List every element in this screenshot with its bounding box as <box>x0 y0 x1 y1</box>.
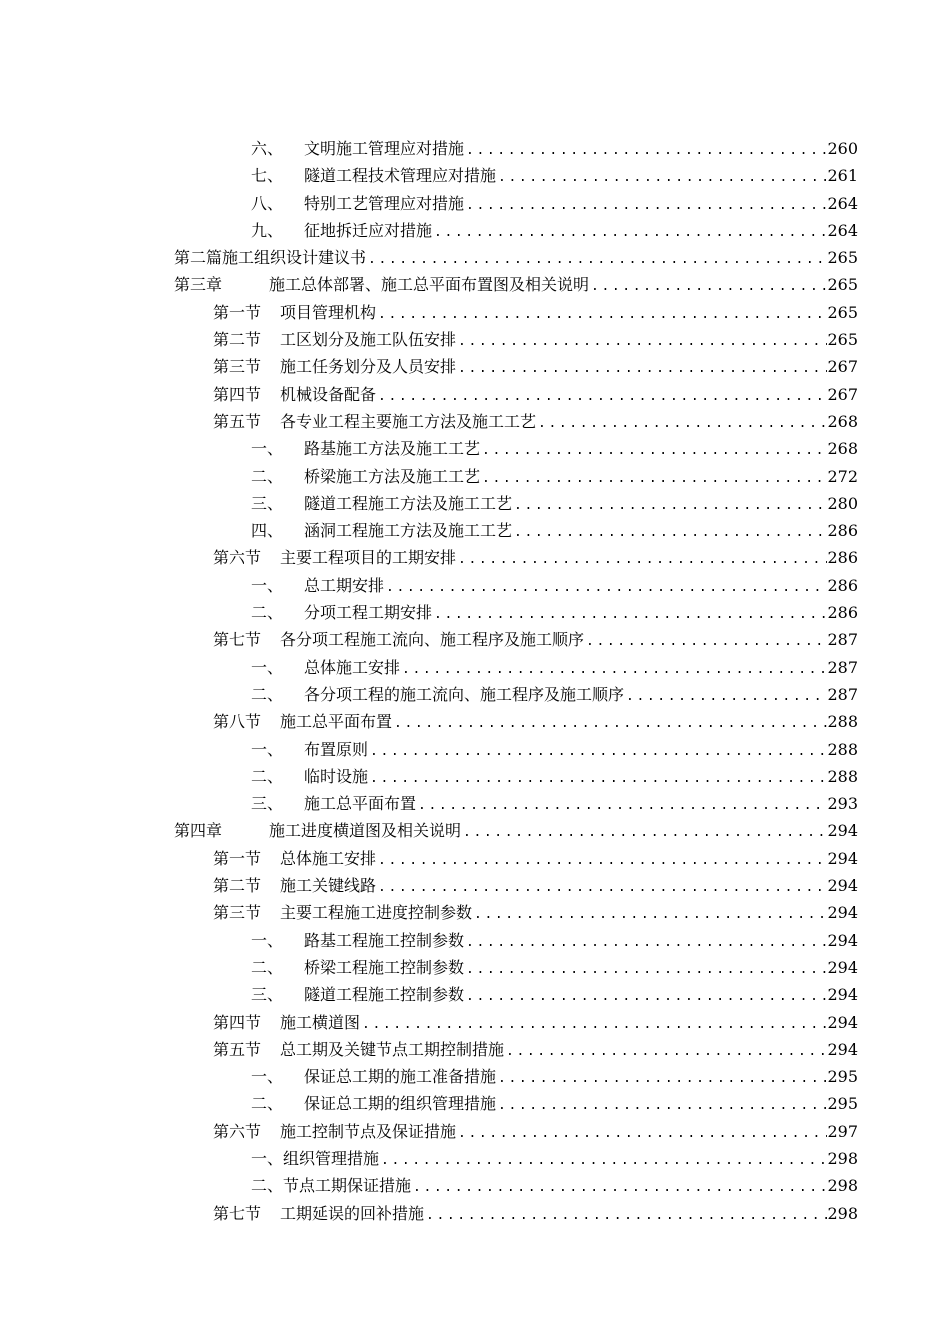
toc-entry-number: 第二节 <box>213 330 262 350</box>
toc-entry-line <box>213 1009 858 1038</box>
toc-dot-leader <box>392 710 827 737</box>
toc-entry-number: 第三章 <box>174 275 223 295</box>
toc-entry-number: 二、 <box>251 466 284 486</box>
toc-entry-title: 保证总工期的施工准备措施 <box>304 1067 497 1087</box>
toc-entry[interactable] <box>0 681 950 708</box>
toc-entry-number: 一、 <box>251 1067 284 1087</box>
toc-page-number: 280 <box>827 493 858 513</box>
toc-dot-leader <box>480 465 827 492</box>
toc-entry-line <box>251 1172 858 1201</box>
toc-entry-title: 各专业工程主要施工方法及施工工艺 <box>280 411 537 431</box>
toc-entry-number: 一、 <box>251 575 284 595</box>
toc-dot-leader <box>536 410 827 437</box>
toc-page-number: 265 <box>827 248 858 268</box>
toc-entry-number: 第一节 <box>213 848 262 868</box>
toc-entry-number: 第七节 <box>213 1203 262 1223</box>
table-of-contents <box>0 135 950 1227</box>
toc-entry-line <box>251 572 858 601</box>
toc-entry-line <box>251 681 858 710</box>
toc-entry-title: 文明施工管理应对措施 <box>304 139 465 158</box>
toc-dot-leader <box>589 273 827 300</box>
toc-entry[interactable] <box>0 244 950 271</box>
toc-entry-title: 主要工程施工进度控制参数 <box>280 903 473 923</box>
toc-dot-leader <box>624 683 827 710</box>
toc-entry-title: 桥梁施工方法及施工工艺 <box>304 466 481 486</box>
toc-page-number: 287 <box>827 684 858 704</box>
toc-entry[interactable] <box>0 981 950 1008</box>
toc-page-number: 295 <box>827 1067 858 1087</box>
toc-page-number: 294 <box>827 1039 858 1059</box>
toc-entry[interactable] <box>0 326 950 353</box>
toc-entry[interactable] <box>0 135 950 162</box>
toc-dot-leader <box>512 519 827 546</box>
toc-page-number: 265 <box>827 302 858 322</box>
toc-dot-leader <box>368 765 827 792</box>
toc-entry-number: 第四节 <box>213 1012 262 1032</box>
toc-entry-line <box>251 490 858 519</box>
toc-entry[interactable] <box>0 408 950 435</box>
toc-entry-line <box>213 872 858 901</box>
toc-dot-leader <box>432 219 827 246</box>
toc-page-number: 286 <box>827 575 858 595</box>
toc-entry[interactable] <box>0 544 950 571</box>
toc-entry-title: 各分项工程施工流向、施工程序及施工顺序 <box>280 630 585 650</box>
toc-entry[interactable] <box>0 1145 950 1172</box>
toc-entry-line <box>251 981 858 1010</box>
toc-entry-title: 隧道工程施工方法及施工工艺 <box>304 493 513 513</box>
toc-entry-line <box>174 271 858 300</box>
toc-entry[interactable] <box>0 899 950 926</box>
toc-entry[interactable] <box>0 190 950 217</box>
toc-page-number: 264 <box>827 220 858 240</box>
toc-entry-title: 机械设备配备 <box>280 384 377 404</box>
toc-entry-line <box>213 626 858 655</box>
toc-page-number: 288 <box>827 766 858 786</box>
toc-dot-leader <box>376 874 827 901</box>
toc-dot-leader <box>400 656 827 683</box>
toc-entry-line <box>251 763 858 792</box>
toc-dot-leader <box>384 574 827 601</box>
toc-entry-number: 一、 <box>251 739 284 759</box>
toc-entry-line <box>251 927 858 956</box>
toc-entry-line <box>174 817 858 846</box>
toc-entry[interactable] <box>0 517 950 544</box>
toc-entry[interactable] <box>0 1036 950 1063</box>
toc-entry-number: 第四节 <box>213 384 262 404</box>
toc-entry[interactable] <box>0 435 950 462</box>
toc-page-number: 287 <box>827 657 858 677</box>
toc-entry-line <box>213 708 858 737</box>
toc-entry-title: 主要工程项目的工期安排 <box>280 548 457 568</box>
toc-entry-line <box>251 435 858 464</box>
toc-dot-leader <box>512 492 827 519</box>
toc-entry[interactable] <box>0 1172 950 1199</box>
toc-dot-leader <box>464 192 827 219</box>
toc-page-number: 265 <box>827 330 858 350</box>
toc-entry[interactable] <box>0 872 950 899</box>
toc-entry-line <box>251 1145 858 1174</box>
toc-entry[interactable] <box>0 954 950 981</box>
toc-entry[interactable] <box>0 463 950 490</box>
toc-entry-number: 第四章 <box>174 821 223 841</box>
toc-entry-line <box>213 1200 858 1229</box>
toc-entry-title: 施工总体部署、施工总平面布置图及相关说明 <box>269 275 590 295</box>
toc-dot-leader <box>376 847 827 874</box>
toc-entry[interactable] <box>0 217 950 244</box>
toc-entry-number: 二、 <box>251 766 284 786</box>
toc-page-number: 294 <box>827 876 858 896</box>
toc-entry-number: 二、 <box>251 684 284 704</box>
toc-page-number: 268 <box>827 439 858 459</box>
toc-entry[interactable] <box>0 162 950 189</box>
toc-entry-line <box>251 517 858 546</box>
toc-entry-number: 一、 <box>251 1148 284 1168</box>
toc-page-number: 294 <box>827 985 858 1005</box>
toc-entry-title: 工期延误的回补措施 <box>280 1203 425 1223</box>
toc-entry-line <box>251 463 858 492</box>
toc-entry-number: 第三节 <box>213 903 262 923</box>
toc-page-number: 298 <box>827 1148 858 1168</box>
toc-dot-leader <box>432 601 827 628</box>
toc-entry-line <box>213 845 858 874</box>
toc-entry[interactable] <box>0 817 950 844</box>
toc-page-number: 268 <box>827 411 858 431</box>
toc-entry-title: 特别工艺管理应对措施 <box>304 193 465 213</box>
toc-entry-title: 第二篇施工组织设计建议书 <box>174 248 367 268</box>
toc-dot-leader <box>456 355 827 382</box>
toc-entry-number: 三、 <box>251 493 284 513</box>
toc-entry-line <box>213 1118 858 1147</box>
toc-entry[interactable] <box>0 599 950 626</box>
toc-dot-leader <box>464 929 827 956</box>
toc-dot-leader <box>456 1120 827 1147</box>
toc-entry-number: 九、 <box>251 220 284 240</box>
toc-entry-number: 二、 <box>251 957 284 977</box>
toc-entry[interactable] <box>0 1063 950 1090</box>
toc-page-number: 298 <box>827 1176 858 1196</box>
toc-entry-title: 施工总平面布置 <box>280 712 393 732</box>
toc-entry-title: 施工总平面布置 <box>304 794 417 814</box>
toc-page-number: 298 <box>827 1203 858 1223</box>
toc-dot-leader <box>584 628 827 655</box>
toc-entry-title: 保证总工期的组织管理措施 <box>304 1094 497 1114</box>
toc-entry[interactable] <box>0 763 950 790</box>
toc-entry-number: 第三节 <box>213 357 262 377</box>
toc-entry-line <box>251 217 858 246</box>
toc-entry-line <box>251 599 858 628</box>
toc-entry-number: 六、 <box>251 139 284 158</box>
toc-entry-title: 施工进度横道图及相关说明 <box>269 821 462 841</box>
toc-page-number: 294 <box>827 930 858 950</box>
toc-page-number: 294 <box>827 957 858 977</box>
toc-entry-line <box>251 790 858 819</box>
toc-dot-leader <box>424 1202 827 1229</box>
toc-entry-title: 总体施工安排 <box>304 657 401 677</box>
toc-page-number: 294 <box>827 903 858 923</box>
toc-entry-number: 第二节 <box>213 876 262 896</box>
toc-page-number: 264 <box>827 193 858 213</box>
toc-dot-leader <box>504 1038 827 1065</box>
toc-page-number: 294 <box>827 821 858 841</box>
toc-entry-title: 涵洞工程施工方法及施工工艺 <box>304 521 513 541</box>
toc-dot-leader <box>456 328 827 355</box>
toc-entry-number: 第一节 <box>213 302 262 322</box>
toc-entry-title: 施工控制节点及保证措施 <box>280 1121 457 1141</box>
toc-dot-leader <box>464 956 827 983</box>
toc-entry[interactable] <box>0 927 950 954</box>
toc-entry[interactable] <box>0 271 950 298</box>
toc-entry[interactable] <box>0 572 950 599</box>
toc-entry[interactable] <box>0 353 950 380</box>
toc-dot-leader <box>416 792 827 819</box>
toc-entry-number: 七、 <box>251 166 284 186</box>
toc-entry-number: 第七节 <box>213 630 262 650</box>
toc-entry-title: 临时设施 <box>304 766 369 786</box>
toc-entry-line <box>251 162 858 191</box>
toc-entry-number: 一、 <box>251 657 284 677</box>
toc-entry[interactable] <box>0 490 950 517</box>
toc-page-number: 267 <box>827 357 858 377</box>
toc-entry-number: 四、 <box>251 521 284 541</box>
toc-page-number: 288 <box>827 712 858 732</box>
toc-entry-line <box>251 1063 858 1092</box>
toc-dot-leader <box>366 246 827 273</box>
toc-entry-number: 二、 <box>251 1176 284 1196</box>
toc-dot-leader <box>379 1147 827 1174</box>
toc-entry-number: 八、 <box>251 193 284 213</box>
toc-entry-title: 工区划分及施工队伍安排 <box>280 330 457 350</box>
toc-page-number: 288 <box>827 739 858 759</box>
toc-entry-line <box>213 544 858 573</box>
toc-entry[interactable] <box>0 381 950 408</box>
toc-entry-line <box>251 135 858 164</box>
toc-entry-title: 路基施工方法及施工工艺 <box>304 439 481 459</box>
toc-entry-number: 一、 <box>251 930 284 950</box>
toc-entry-title: 征地拆迁应对措施 <box>304 220 433 240</box>
toc-page-number: 267 <box>827 384 858 404</box>
toc-entry[interactable] <box>0 708 950 735</box>
toc-entry-title: 路基工程施工控制参数 <box>304 930 465 950</box>
toc-page-number: 297 <box>827 1121 858 1141</box>
toc-entry[interactable] <box>0 626 950 653</box>
toc-entry-title: 分项工程工期安排 <box>304 603 433 623</box>
toc-entry-line <box>251 736 858 765</box>
toc-entry[interactable] <box>0 654 950 681</box>
toc-dot-leader <box>368 738 827 765</box>
toc-page-number: 287 <box>827 630 858 650</box>
toc-dot-leader <box>464 983 827 1010</box>
toc-entry[interactable] <box>0 790 950 817</box>
toc-entry-title: 布置原则 <box>304 739 369 759</box>
toc-page-number: 294 <box>827 848 858 868</box>
toc-page-number: 260 <box>827 139 858 158</box>
toc-page-number: 286 <box>827 521 858 541</box>
toc-entry-number: 第五节 <box>213 1039 262 1059</box>
toc-entry-line <box>213 326 858 355</box>
toc-entry-number: 第五节 <box>213 411 262 431</box>
toc-entry-title: 各分项工程的施工流向、施工程序及施工顺序 <box>304 684 625 704</box>
toc-page-number: 286 <box>827 603 858 623</box>
toc-page-number: 295 <box>827 1094 858 1114</box>
toc-page-number: 294 <box>827 1012 858 1032</box>
toc-entry[interactable] <box>0 1009 950 1036</box>
toc-entry-title: 隧道工程技术管理应对措施 <box>304 166 497 186</box>
toc-entry-line <box>251 1090 858 1119</box>
toc-entry-title: 总工期安排 <box>304 575 385 595</box>
toc-entry-number: 二、 <box>251 603 284 623</box>
toc-page-number: 265 <box>827 275 858 295</box>
toc-entry-title: 施工横道图 <box>280 1012 361 1032</box>
toc-dot-leader <box>472 901 827 928</box>
toc-page-number: 293 <box>827 794 858 814</box>
toc-dot-leader <box>456 546 827 573</box>
toc-entry-title: 桥梁工程施工控制参数 <box>304 957 465 977</box>
toc-entry[interactable] <box>0 1200 950 1227</box>
toc-entry-line <box>213 299 858 328</box>
toc-entry-number: 三、 <box>251 794 284 814</box>
toc-entry-number: 三、 <box>251 985 284 1005</box>
toc-entry-line <box>213 899 858 928</box>
toc-entry-line <box>213 381 858 410</box>
toc-page-number: 286 <box>827 548 858 568</box>
toc-entry-title: 项目管理机构 <box>280 302 377 322</box>
toc-dot-leader <box>480 437 827 464</box>
toc-entry-title: 总体施工安排 <box>280 848 377 868</box>
toc-dot-leader <box>411 1174 827 1201</box>
toc-entry-line <box>251 190 858 219</box>
toc-page-number: 272 <box>827 466 858 486</box>
toc-entry[interactable] <box>0 845 950 872</box>
toc-dot-leader <box>496 1065 827 1092</box>
toc-dot-leader <box>461 819 827 846</box>
toc-entry-number: 第六节 <box>213 548 262 568</box>
toc-entry[interactable] <box>0 299 950 326</box>
toc-dot-leader <box>360 1011 827 1038</box>
toc-entry-title: 节点工期保证措施 <box>283 1176 412 1196</box>
toc-dot-leader <box>376 383 827 410</box>
toc-entry-number: 第六节 <box>213 1121 262 1141</box>
toc-entry-number: 一、 <box>251 439 284 459</box>
toc-entry-title: 施工任务划分及人员安排 <box>280 357 457 377</box>
toc-dot-leader <box>464 137 827 164</box>
toc-entry[interactable] <box>0 1090 950 1117</box>
toc-entry-title: 组织管理措施 <box>283 1148 380 1168</box>
toc-entry[interactable] <box>0 1118 950 1145</box>
toc-page-number: 261 <box>827 166 858 186</box>
toc-dot-leader <box>496 164 827 191</box>
toc-entry-number: 二、 <box>251 1094 284 1114</box>
toc-entry-title: 隧道工程施工控制参数 <box>304 985 465 1005</box>
toc-entry-line <box>213 408 858 437</box>
toc-entry[interactable] <box>0 736 950 763</box>
toc-dot-leader <box>496 1092 827 1119</box>
toc-entry-number: 第八节 <box>213 712 262 732</box>
toc-entry-title: 施工关键线路 <box>280 876 377 896</box>
toc-entry-line <box>251 654 858 683</box>
toc-entry-line <box>213 353 858 382</box>
toc-entry-line <box>251 954 858 983</box>
toc-dot-leader <box>376 301 827 328</box>
toc-entry-line <box>213 1036 858 1065</box>
toc-entry-title: 总工期及关键节点工期控制措施 <box>280 1039 505 1059</box>
toc-entry-line <box>174 244 858 273</box>
